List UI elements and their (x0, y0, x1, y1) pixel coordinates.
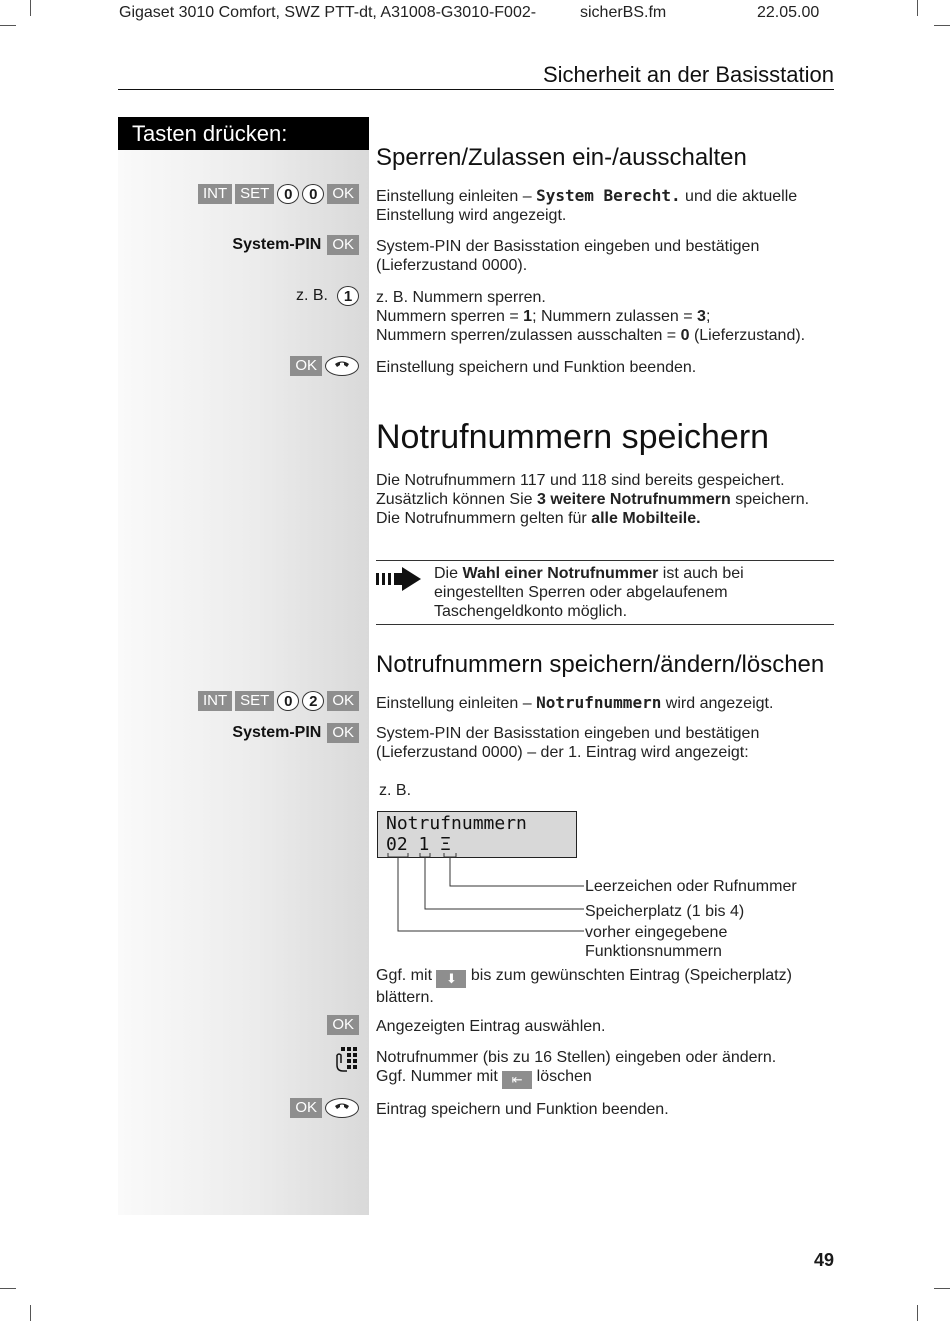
end-call-icon (325, 356, 359, 376)
section-heading-sperren: Sperren/Zulassen ein-/ausschalten (376, 144, 747, 171)
document-meta-title: Gigaset 3010 Comfort, SWZ PTT-dt, A31008-G3010-F002- (119, 4, 537, 21)
key-sequence-8 (331, 1045, 359, 1078)
ok-key: OK (327, 235, 359, 255)
key-sequence-5 (198, 691, 359, 711)
crop-mark (934, 25, 950, 26)
step-text: z. B. Nummern sperren. Nummern sperren = 1; Nummern zulassen = 3; Nummern sperren/zulassen ausschalten = 0 (Lieferzustand). (376, 289, 806, 344)
display-code: Notrufnummern (536, 693, 662, 712)
delete-key-icon: ⇤ (502, 1071, 532, 1089)
system-pin-label: System-PIN (232, 236, 322, 253)
set-key: SET (235, 691, 274, 711)
key-sequence-9 (290, 1098, 359, 1118)
callout-lines (380, 850, 590, 940)
document-meta-file: sicherBS.fm (580, 4, 667, 21)
crop-mark (934, 1288, 950, 1289)
display-line-1: Notrufnummern (386, 813, 527, 834)
note-top-rule (376, 560, 834, 561)
step-text: Einstellung einleiten – System Berecht. und die aktuelle Einstellung wird angezeigt. (376, 186, 798, 224)
crop-mark (917, 1305, 918, 1321)
ok-key: OK (290, 356, 322, 376)
key-sequence-7 (327, 1015, 359, 1035)
step-text: System-PIN der Basisstation eingeben und bestätigen (Lieferzustand 0000) – der 1. Eintrag wird angezeigt: (376, 725, 760, 761)
key-sequence-4 (290, 356, 359, 376)
crop-mark (30, 0, 31, 16)
ok-key: OK (327, 723, 359, 743)
ok-key: OK (327, 691, 359, 711)
display-code: System Berecht. (536, 186, 681, 205)
step-text: System-PIN der Basisstation eingeben und bestätigen (Lieferzustand 0000). (376, 238, 760, 274)
int-key: INT (198, 691, 232, 711)
display-line-2: 02 1 Ξ (386, 834, 452, 855)
document-meta-date: 22.05.00 (757, 4, 820, 21)
step-text: Eintrag speichern und Funktion beenden. (376, 1101, 669, 1118)
keypad-icon (331, 1045, 359, 1078)
key-sequence-3 (296, 286, 359, 306)
example-label: z. B. (379, 782, 412, 799)
key-column-title: Tasten drücken: (118, 117, 369, 150)
step-text: Angezeigten Eintrag auswählen. (376, 1018, 606, 1035)
note-arrow-icon (376, 566, 422, 597)
int-key: INT (198, 184, 232, 204)
callout-funktionsnummern: vorher eingegebene Funktionsnummern (585, 924, 728, 960)
crop-mark (30, 1305, 31, 1321)
digit-key-0: 0 (277, 184, 299, 204)
header-rule (118, 89, 834, 90)
scroll-instruction: Ggf. mit ⬇ bis zum gewünschten Eintrag (Speicherplatz) blättern. (376, 967, 792, 1006)
main-heading: Notrufnummern speichern (376, 418, 770, 456)
crop-mark (917, 0, 918, 16)
callout-speicherplatz: Speicherplatz (1 bis 4) (585, 903, 745, 920)
ok-key: OK (327, 184, 359, 204)
section-heading-notruf: Notrufnummern speichern/ändern/löschen (376, 651, 825, 678)
arrow-down-key-icon: ⬇ (436, 970, 466, 988)
digit-key-0: 0 (302, 184, 324, 204)
page-number: 49 (813, 1250, 834, 1270)
end-call-icon (325, 1098, 359, 1118)
ok-key: OK (290, 1098, 322, 1118)
step-text: Einstellung einleiten – Notrufnummern wird angezeigt. (376, 693, 774, 712)
digit-key-0: 0 (277, 691, 299, 711)
intro-paragraph: Die Notrufnummern 117 und 118 sind bereits gespeichert. Zusätzlich können Sie 3 weitere Notrufnummern speichern. Die Notrufnummern gelten für alle Mobilteile. (376, 472, 810, 527)
crop-mark (0, 25, 16, 26)
key-sequence-1 (198, 184, 359, 204)
key-sequence-6 (232, 723, 359, 743)
ok-key: OK (327, 1015, 359, 1035)
example-label: z. B. (295, 287, 328, 304)
digit-key-1: 1 (337, 286, 359, 306)
note-text: Die Wahl einer Notrufnummer ist auch bei eingestellten Sperren oder abgelaufenem Taschengeldkonto möglich. (434, 565, 744, 620)
crop-mark (0, 1288, 16, 1289)
callout-leerzeichen: Leerzeichen oder Rufnummer (585, 878, 797, 895)
key-sequence-2 (232, 235, 359, 255)
system-pin-label: System-PIN (232, 724, 322, 741)
set-key: SET (235, 184, 274, 204)
note-bottom-rule (376, 624, 834, 625)
step-text: Notrufnummer (bis zu 16 Stellen) eingeben oder ändern. Ggf. Nummer mit ⇤ löschen (376, 1049, 777, 1087)
digit-key-2: 2 (302, 691, 324, 711)
step-text: Einstellung speichern und Funktion beenden. (376, 359, 697, 376)
running-title: Sicherheit an der Basisstation (542, 62, 834, 87)
